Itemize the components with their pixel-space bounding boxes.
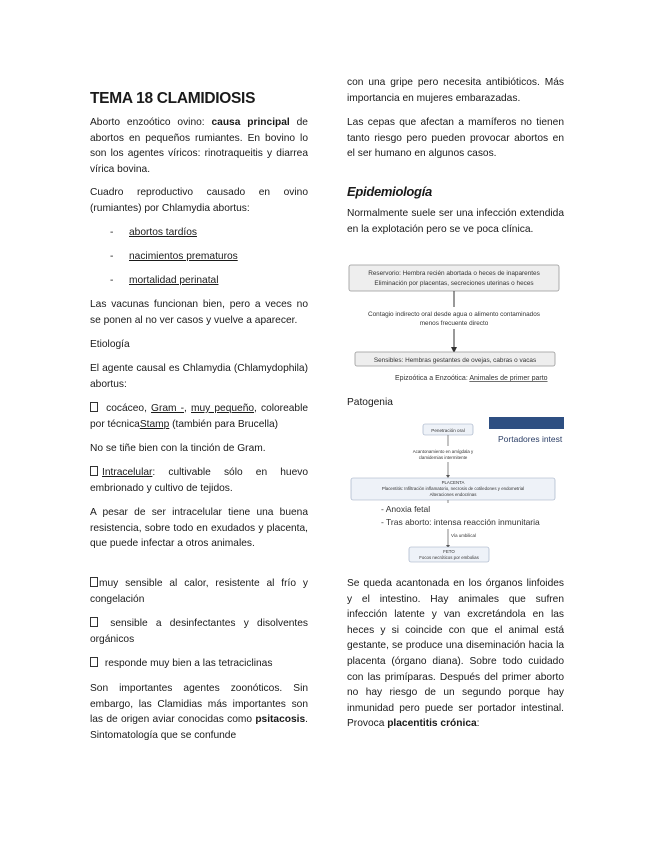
paragraph-resistencia: A pesar de ser intracelular tiene una buena resistencia, sobre todo en exudados y placenta, que puede infectar a otros animales. xyxy=(90,507,308,550)
acantonamiento-text-2: clamidemias intermitente xyxy=(418,455,468,460)
text-underlined: Gram - xyxy=(151,403,185,414)
fetus-text: Focos necróticos por embolias xyxy=(419,555,479,560)
paragraph-cuadro: Cuadro reproductivo causado en ovino (rumiantes) por Chlamydia abortus: xyxy=(90,187,308,214)
paragraph-gram: No se tiñe bien con la tinción de Gram. xyxy=(90,443,266,454)
list-item-label: nacimientos prematuros xyxy=(129,251,238,262)
contagion-text-1: Contagio indirecto oral desde agua o alimento contaminados xyxy=(368,311,540,318)
oral-penetration-text: Penetración oral xyxy=(431,428,465,433)
text: (también para Brucella) xyxy=(169,418,279,430)
paragraph-normalmente: Normalmente suele ser una infección extendida en la explotación pero se ve poca clínica. xyxy=(347,208,564,235)
epidemiology-diagram xyxy=(347,263,564,385)
placenta-title: PLACENTA xyxy=(441,480,465,485)
paragraph-aborto xyxy=(90,115,308,177)
heading-epidemiologia: Epidemiología xyxy=(347,184,432,199)
paragraph-tetraciclinas xyxy=(90,656,308,672)
text: , coloreable por técnica xyxy=(90,403,308,430)
page-title: TEMA 18 CLAMIDIOSIS xyxy=(90,90,256,107)
reservoir-text-2: Eliminación por placentas, secreciones uterinas o heces xyxy=(374,280,534,287)
acantonamiento-text-1: Acantonamiento en amígdala y xyxy=(412,449,474,454)
text-bold: placentitis crónica xyxy=(387,718,477,730)
paragraph-agente: El agente causal es Chlamydia (Chlamydophila) abortus: xyxy=(90,363,308,390)
text: Aborto enzoótico ovino: xyxy=(90,117,212,128)
reservoir-text-1: Reservorio: Hembra recién abortada o heces de inaparentes xyxy=(368,270,540,277)
checkbox-glyph-icon xyxy=(90,657,98,667)
paragraph-vacunas: Las vacunas funcionan bien, pero a veces no se ponen al no ver casos y vuelve a aparecer. xyxy=(90,299,308,326)
anoxia-text: - Anoxia fetal xyxy=(381,504,431,514)
placenta-text-2: Alteraciones endocrinas xyxy=(429,492,477,497)
arrow-down-icon xyxy=(446,475,450,478)
text-bold: causa principal xyxy=(211,117,290,128)
reservoir-box xyxy=(349,265,559,291)
susceptible-text: Sensibles: Hembras gestantes de ovejas, cabras o vacas xyxy=(373,357,537,364)
fetus-title: FETO xyxy=(443,549,455,554)
list-item: - mortalidad perinatal xyxy=(110,275,219,286)
paragraph-zoonoticos xyxy=(90,681,308,743)
text: : xyxy=(476,718,480,730)
paragraph-calor xyxy=(90,576,308,607)
checkbox-glyph-icon xyxy=(90,466,98,476)
paragraph-intracelular xyxy=(90,465,308,496)
list-item-label: mortalidad perinatal xyxy=(129,275,219,286)
list-item: - nacimientos prematuros xyxy=(110,251,238,262)
paragraph-acantonada xyxy=(347,576,564,732)
paragraph-gripe: con una gripe pero necesita antibióticos. Más importancia en mujeres embarazadas. xyxy=(347,77,564,104)
contagion-text-2: menos frecuente directo xyxy=(419,320,489,327)
text: cocáceo, xyxy=(102,403,152,414)
text: . Sintomatología que se confunde xyxy=(90,714,308,741)
umbilical-text: Vía umbilical xyxy=(451,533,476,538)
placenta-text-1: Placentitis: Infiltración inflamatorio, necrosis de cotiledones y endometrial xyxy=(381,486,525,491)
text: , xyxy=(184,403,191,414)
text: muy sensible al calor, resistente al frío y congelación xyxy=(90,578,308,605)
paragraph-cocaceo xyxy=(90,401,308,432)
text-underlined: Intracelular xyxy=(102,467,153,478)
text: Son importantes agentes zoonóticos. Sin embargo, las Clamidias más importantes son las de origen aviar conocidas como xyxy=(90,683,308,726)
text: : cultivable sólo en huevo embrionado y cultivo de tejidos. xyxy=(90,467,308,494)
checkbox-glyph-icon xyxy=(90,577,98,587)
text-bold: psitacosis xyxy=(255,714,306,726)
paragraph-cepas: Las cepas que afectan a mamíferos no tienen tanto riesgo pero pueden provocar abortos en el ser humano en algunos casos. xyxy=(347,117,564,160)
pathogenesis-diagram xyxy=(347,416,564,564)
text-underlined: muy pequeño xyxy=(191,403,255,414)
paragraph-desinfectantes xyxy=(90,616,308,647)
caption-text: Epizoótica a Enzoótica: Animales de primer parto xyxy=(395,375,548,382)
heading-patogenia: Patogenia xyxy=(347,397,393,408)
heading-etiologia: Etiología xyxy=(90,339,130,350)
text: responde muy bien a las tetraciclinas xyxy=(102,658,273,669)
text: Se queda acantonada en los órganos linfoides y el intestino. Hay animales que sufren infección latente y van excretándola en las heces y si coincide con que el animal está gestante, se produce una diseminación hacia la placenta (órgano diana). Sobre todo cuidado con las primíparas. Después del primer aborto no hay riesgo de un segundo porque hay inmunidad pero puede ser portador intestinal. Provoca xyxy=(347,578,564,730)
list-item-label: abortos tardíos xyxy=(129,227,197,238)
text-underlined: Stamp xyxy=(139,418,170,430)
list-item: - abortos tardíos xyxy=(110,227,197,238)
checkbox-glyph-icon xyxy=(90,402,98,412)
text: sensible a desinfectantes y disolventes orgánicos xyxy=(90,618,308,645)
carriers-text: Portadores intest xyxy=(498,434,563,444)
post-abortion-text: - Tras aborto: intensa reacción inmunitaria xyxy=(381,517,540,527)
checkbox-glyph-icon xyxy=(90,617,98,627)
text: de abortos en pequeños rumiantes. En bovino lo son los agentes víricos: rinotraqueitis y diarrea vírica bovina. xyxy=(90,117,308,175)
